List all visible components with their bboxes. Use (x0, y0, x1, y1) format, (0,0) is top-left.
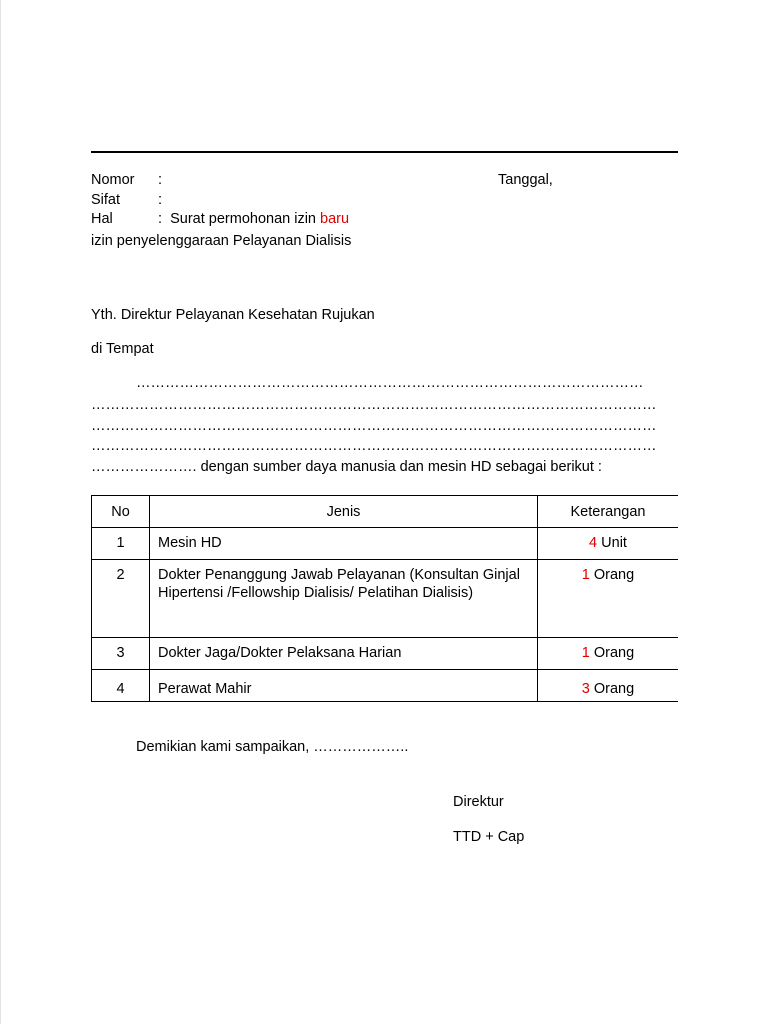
header-rule (91, 151, 678, 153)
row-no: 1 (92, 528, 150, 560)
row-no: 4 (92, 670, 150, 702)
row-jenis: Perawat Mahir (150, 670, 538, 702)
row-qty: 3 (581, 681, 590, 697)
signature-placeholder: TTD + Cap (453, 829, 525, 845)
table-row (92, 670, 679, 702)
hal-highlight: baru (320, 211, 350, 227)
row-keterangan (538, 528, 679, 560)
table-row (92, 638, 679, 670)
resource-table (91, 495, 678, 702)
tanggal-label: Tanggal, (498, 172, 553, 188)
dot-line-3: ……………………………………………………………………………………………………… (91, 418, 657, 434)
row-unit: Orang (593, 567, 635, 583)
nomor-label: Nomor (91, 172, 135, 188)
recipient-line2: di Tempat (91, 341, 154, 357)
hal-continuation: izin penyelenggaraan Pelayanan Dialisis (91, 233, 352, 249)
row-qty: 1 (581, 645, 590, 661)
row-keterangan (538, 560, 679, 638)
table-row (92, 528, 679, 560)
header-keterangan: Keterangan (538, 496, 679, 528)
dot-line-2: ……………………………………………………………………………………………………… (91, 397, 657, 413)
row-no: 3 (92, 638, 150, 670)
row-qty: 4 (589, 535, 598, 551)
row-keterangan (538, 670, 679, 702)
row-jenis: Mesin HD (150, 528, 538, 560)
header-jenis: Jenis (150, 496, 538, 528)
row-unit: Orang (593, 681, 635, 697)
row-jenis: Dokter Jaga/Dokter Pelaksana Harian (150, 638, 538, 670)
hal-colon: : (158, 211, 163, 227)
dot-line-1: …………………………………………………………………………………………… (136, 375, 644, 391)
last-line-dots: …………………. (91, 459, 197, 475)
header-no: No (92, 496, 150, 528)
hal-value (158, 210, 349, 228)
body-last-line (91, 458, 602, 476)
recipient-line1: Yth. Direktur Pelayanan Kesehatan Rujukan (91, 307, 375, 323)
row-qty: 1 (581, 567, 590, 583)
row-keterangan (538, 638, 679, 670)
hal-label: Hal (91, 211, 113, 227)
hal-text: Surat permohonan izin (170, 211, 316, 227)
signer-title: Direktur (453, 794, 504, 810)
sifat-label: Sifat (91, 192, 121, 208)
row-unit: Unit (601, 535, 627, 551)
sifat-colon: : (158, 192, 163, 208)
closing-text: Demikian kami sampaikan, ……………….. (136, 739, 409, 755)
page-edge (0, 0, 1, 1024)
nomor-colon: : (158, 172, 163, 188)
dot-line-4: ……………………………………………………………………………………………………… (91, 438, 657, 454)
row-jenis: Dokter Penanggung Jawab Pelayanan (Konsultan Ginjal Hipertensi /Fellowship Dialisis/ Pelatihan Dialisis) (150, 560, 538, 638)
row-no: 2 (92, 560, 150, 638)
table-header-row (92, 496, 679, 528)
last-line-text: dengan sumber daya manusia dan mesin HD sebagai berikut : (200, 459, 602, 475)
row-unit: Orang (593, 645, 635, 661)
table-row (92, 560, 679, 638)
